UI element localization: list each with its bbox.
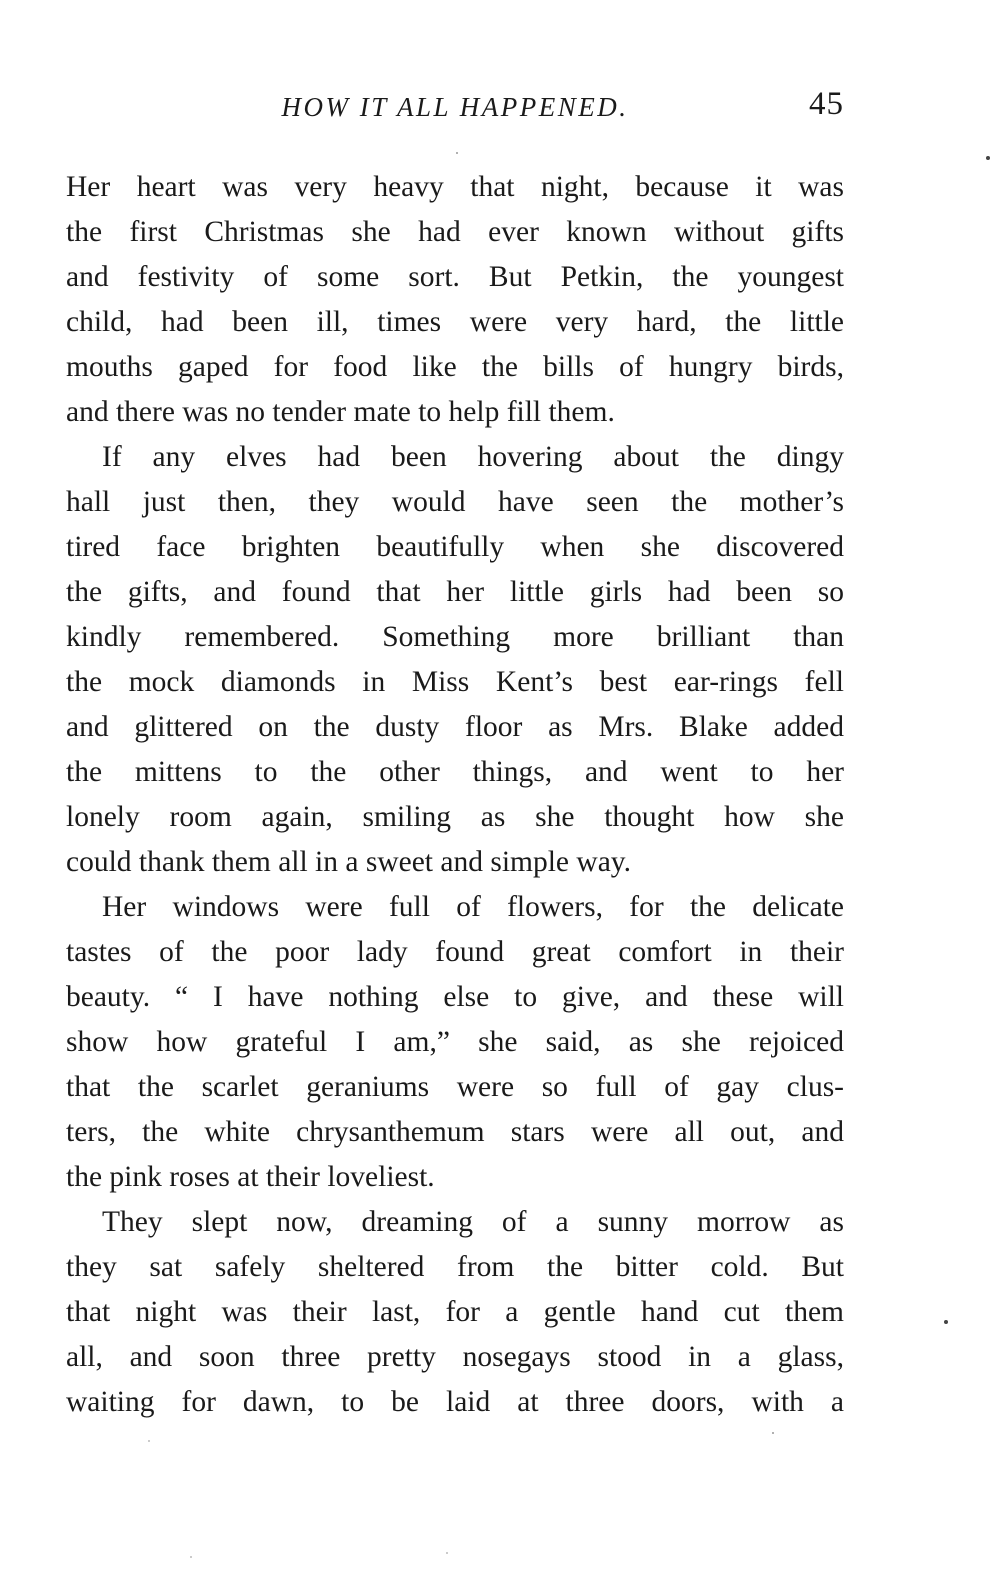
scan-speck	[190, 1556, 192, 1558]
text-line: If any elves had been hovering about the dingy	[102, 441, 844, 473]
scan-speck	[944, 1320, 948, 1324]
text-line: they sat safely sheltered from the bitter cold. But	[66, 1251, 844, 1283]
scan-speck	[772, 1432, 774, 1434]
paragraph-3	[66, 885, 844, 1200]
text-line: beauty. “ I have nothing else to give, and these will	[66, 981, 844, 1013]
text-line: and festivity of some sort. But Petkin, the youngest	[66, 261, 844, 293]
text-line: waiting for dawn, to be laid at three doors, with a	[66, 1386, 844, 1418]
text-line: that night was their last, for a gentle hand cut them	[66, 1296, 844, 1328]
text-line: all, and soon three pretty nosegays stood in a glass,	[66, 1341, 844, 1373]
text-line: kindly remembered. Something more brilliant than	[66, 621, 844, 653]
text-line: hall just then, they would have seen the mother’s	[66, 486, 844, 518]
text-line: could thank them all in a sweet and simple way.	[66, 846, 631, 878]
text-line: the first Christmas she had ever known without gifts	[66, 216, 844, 248]
text-line: the mock diamonds in Miss Kent’s best ear-rings fell	[66, 666, 844, 698]
text-line: the gifts, and found that her little girls had been so	[66, 576, 844, 608]
text-line: show how grateful I am,” she said, as she rejoiced	[66, 1026, 844, 1058]
text-line: They slept now, dreaming of a sunny morrow as	[102, 1206, 844, 1238]
scan-speck	[148, 1440, 150, 1442]
running-head	[66, 86, 844, 134]
scan-speck	[446, 1552, 448, 1554]
text-line: and there was no tender mate to help fill them.	[66, 396, 615, 428]
text-line: the mittens to the other things, and went to her	[66, 756, 844, 788]
body-text	[66, 165, 844, 1425]
paragraph-4	[66, 1200, 844, 1425]
text-line: ters, the white chrysanthemum stars were all out, and	[66, 1116, 844, 1148]
page-number: 45	[809, 86, 844, 122]
text-line: that the scarlet geraniums were so full of gay clus-	[66, 1071, 844, 1103]
text-line: tired face brighten beautifully when she discovered	[66, 531, 844, 563]
text-line: mouths gaped for food like the bills of hungry birds,	[66, 351, 844, 383]
text-line: tastes of the poor lady found great comfort in their	[66, 936, 844, 968]
text-line: lonely room again, smiling as she thought how she	[66, 801, 844, 833]
scan-speck	[456, 152, 458, 154]
text-line: child, had been ill, times were very hard, the little	[66, 306, 844, 338]
running-title: HOW IT ALL HAPPENED.	[281, 92, 629, 122]
text-line: Her heart was very heavy that night, because it was	[66, 171, 844, 203]
paragraph-2	[66, 435, 844, 885]
text-line: Her windows were full of flowers, for the delicate	[102, 891, 844, 923]
scan-speck	[986, 156, 990, 160]
paragraph-1	[66, 165, 844, 435]
text-line: the pink roses at their loveliest.	[66, 1161, 435, 1193]
text-line: and glittered on the dusty floor as Mrs. Blake added	[66, 711, 844, 743]
